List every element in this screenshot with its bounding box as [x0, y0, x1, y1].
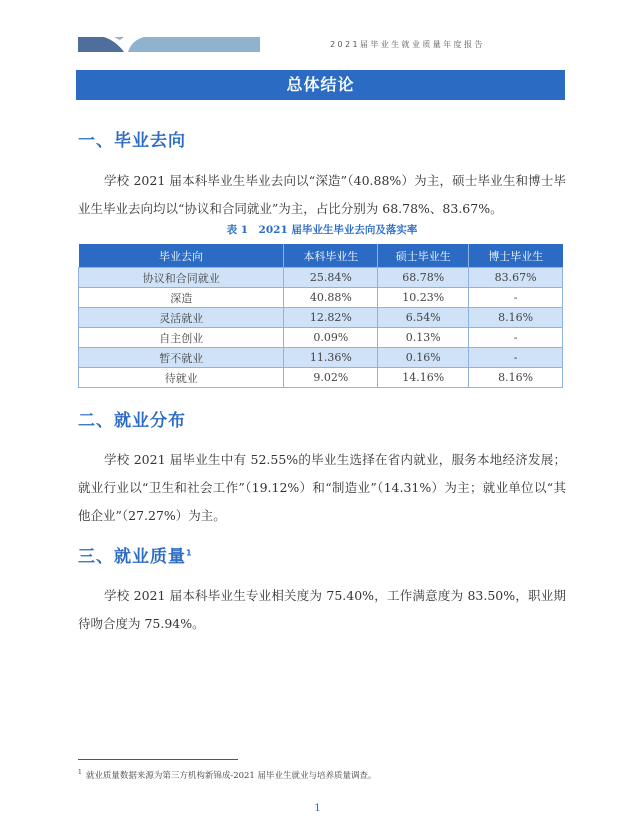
- table-row: [79, 348, 563, 368]
- table-cell: 10.23%: [378, 288, 469, 308]
- section-heading-text: 三、就业质量: [78, 547, 186, 567]
- table-cell: 0.09%: [284, 328, 378, 348]
- table-cell: -: [469, 328, 563, 348]
- column-header: 硕士毕业生: [378, 244, 469, 268]
- report-logo-icon: [78, 37, 260, 52]
- table-cell: 协议和合同就业: [79, 268, 284, 288]
- destination-table: [78, 244, 563, 388]
- table-cell: 自主创业: [79, 328, 284, 348]
- table-cell: 0.16%: [378, 348, 469, 368]
- table-cell: -: [469, 348, 563, 368]
- table-row: [79, 288, 563, 308]
- column-header: 本科毕业生: [284, 244, 378, 268]
- table-caption: 表 1 2021 届毕业生毕业去向及落实率: [226, 224, 418, 236]
- table-cell: 8.16%: [469, 368, 563, 388]
- table-cell: 68.78%: [378, 268, 469, 288]
- table-cell: 40.88%: [284, 288, 378, 308]
- table-row: [79, 308, 563, 328]
- section-heading-distribution: 二、就业分布: [78, 411, 186, 431]
- footnote-divider: [78, 759, 238, 760]
- section-heading-destination: 一、毕业去向: [78, 131, 186, 151]
- column-header: 毕业去向: [79, 244, 284, 268]
- page-number: 1: [314, 803, 321, 814]
- footnote: [78, 769, 377, 781]
- table-cell: 14.16%: [378, 368, 469, 388]
- table-cell: 暂不就业: [79, 348, 284, 368]
- table-cell: 9.02%: [284, 368, 378, 388]
- table-cell: 11.36%: [284, 348, 378, 368]
- running-header-title: 2021届毕业生就业质量年度报告: [330, 40, 485, 49]
- table-cell: 深造: [79, 288, 284, 308]
- table-header-row: [79, 244, 563, 268]
- footnote-marker: 1: [78, 769, 82, 777]
- table-cell: 83.67%: [469, 268, 563, 288]
- table-cell: 25.84%: [284, 268, 378, 288]
- table-cell: 6.54%: [378, 308, 469, 328]
- footnote-text: 就业质量数据来源为第三方机构新锦成-2021 届毕业生就业与培养质量调查。: [85, 771, 377, 781]
- section-heading-quality: [78, 542, 193, 567]
- table-cell: 灵活就业: [79, 308, 284, 328]
- table-cell: -: [469, 288, 563, 308]
- table-cell: 8.16%: [469, 308, 563, 328]
- table-row: [79, 368, 563, 388]
- table-row: [79, 268, 563, 288]
- table-cell: 0.13%: [378, 328, 469, 348]
- footnote-reference[interactable]: 1: [186, 548, 193, 558]
- table-cell: 待就业: [79, 368, 284, 388]
- section-paragraph-distribution: 学校 2021 届毕业生中有 52.55%的毕业生选择在省内就业，服务本地经济发展；就业行业以“卫生和社会工作”（19.12%）和“制造业”（14.31%）为主；就业单位以“其他企业”（27.27%）为主。: [78, 452, 566, 523]
- column-header: 博士毕业生: [469, 244, 563, 268]
- page-title-banner: 总体结论: [76, 70, 565, 100]
- table-row: [79, 328, 563, 348]
- table-cell: 12.82%: [284, 308, 378, 328]
- section-paragraph-quality: 学校 2021 届本科毕业生专业相关度为 75.40%，工作满意度为 83.50%，职业期待吻合度为 75.94%。: [78, 588, 566, 631]
- section-paragraph-destination: 学校 2021 届本科毕业生毕业去向以“深造”（40.88%）为主，硕士毕业生和博士毕业生毕业去向均以“协议和合同就业”为主，占比分别为 68.78%、83.67%。: [78, 173, 566, 216]
